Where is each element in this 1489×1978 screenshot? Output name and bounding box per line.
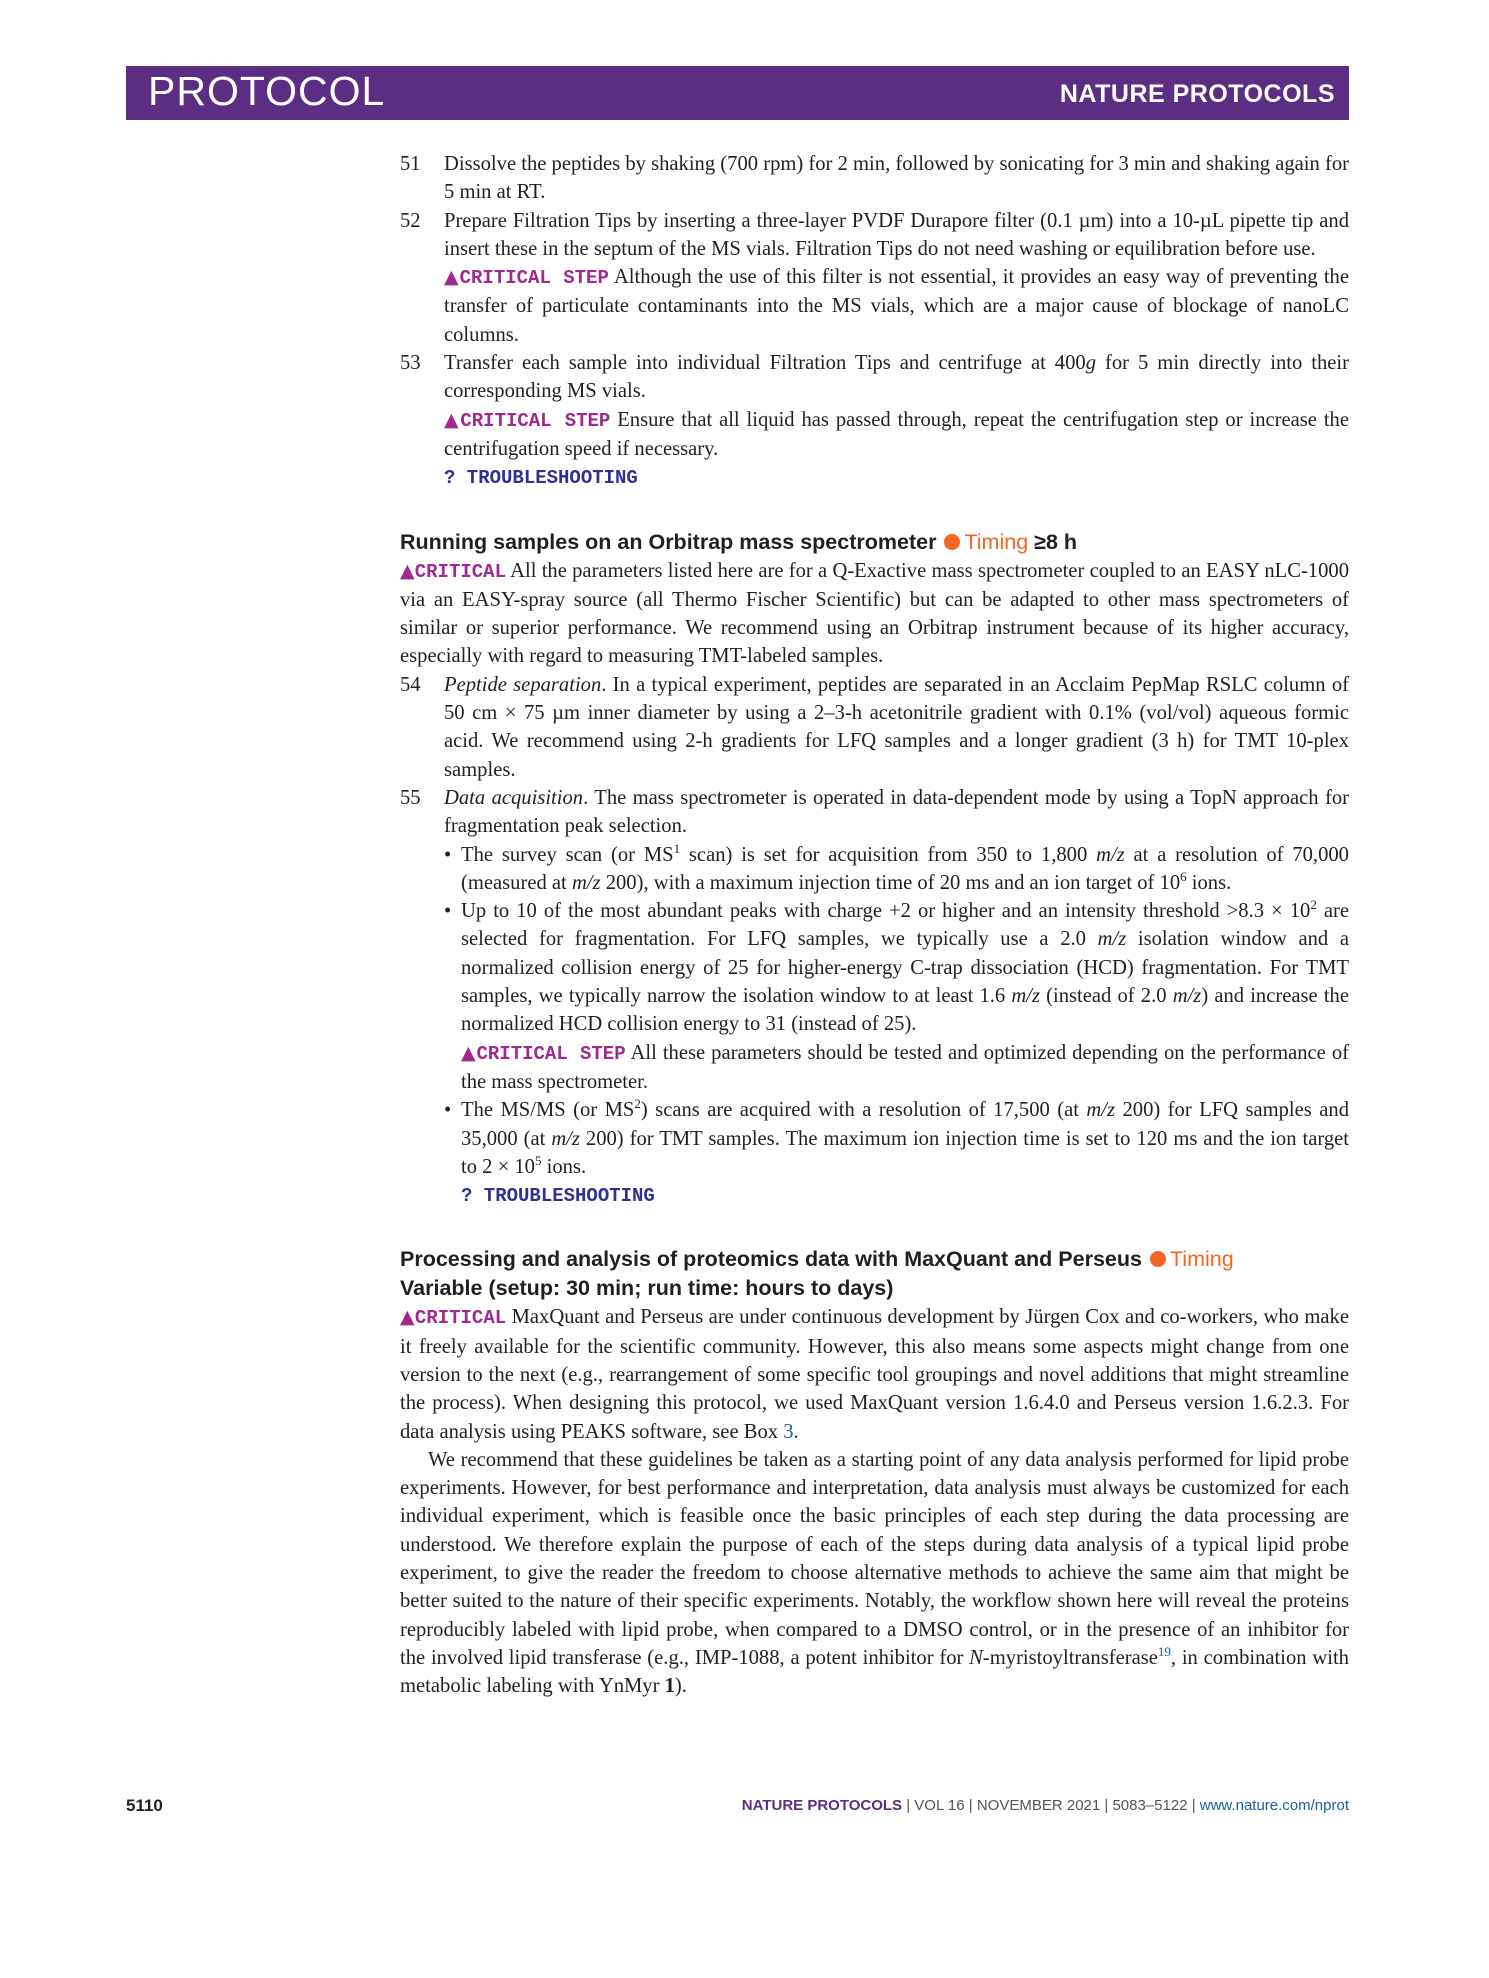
- triangle-icon: ▲: [400, 559, 415, 582]
- reference-link[interactable]: 19: [1157, 1644, 1171, 1660]
- step-51: [400, 150, 1349, 207]
- critical-step-label: ▲CRITICAL STEP: [444, 408, 611, 432]
- triangle-icon: ▲: [461, 1041, 477, 1064]
- bullet-item: • The survey scan (or $MS^1$ scan) is set for acquisition from 350 to 1,800 m/z at a resolution of 70,000 (measured at m/z 200), with a maximum injection time of 20 ms and an ion target of $10^6$ ions.: [444, 840, 1349, 894]
- section-heading-processing: Processing and analysis of proteomics data with MaxQuant and Perseus Timing Variable (setup: 30 min; run time: hours to days): [400, 1247, 1234, 1301]
- body-paragraph: We recommend that these guidelines be taken as a starting point of any data analysis performed for lipid probe experiments. However, for best performance and interpretation, data analysis must always be customized for each individual experiment, which is feasible once the basic principles of each step during the data processing are understood. We therefore explain the purpose of each of the steps during data analysis of a typical lipid probe experiment, to give the reader the freedom to choose alternative methods to achieve the same aim that might be better suited to the nature of their specific experiments. Notably, the workflow shown here will reveal the proteins reproducibly labeled with lipid probe, when compared to a DMSO control, or in the presence of an inhibitor for the involved lipid transferase (e.g., IMP-1088, a potent inhibitor for N-myristoyltransferase$^{19}$, in combination with metabolic labeling with YnMyr 1).: [400, 1448, 1349, 1698]
- step-55: 55 Data acquisition. The mass spectrometer is operated in data-dependent mode by using a TopN approach for fragmentation peak selection.: [400, 784, 1349, 841]
- critical-note: ▲CRITICAL All the parameters listed here are for a Q-Exactive mass spectrometer coupled to an EASY nLC-1000 via an EASY-spray source (all Thermo Fischer Scientific) but can be adapted to other mass spectrometers of similar or superior performance. We recommend using an Orbitrap instrument because of its higher accuracy, especially with regard to measuring TMT-labeled samples.: [400, 559, 1349, 668]
- step-number: 52: [400, 209, 421, 232]
- critical-label: ▲CRITICAL: [400, 1306, 507, 1330]
- troubleshooting-link[interactable]: ? TROUBLESHOOTING: [461, 1185, 655, 1208]
- critical-step-label: ▲CRITICAL STEP: [461, 1041, 626, 1065]
- critical-step-note: [400, 406, 1349, 464]
- step-number: 55: [400, 786, 421, 809]
- critical-label: ▲CRITICAL: [400, 559, 506, 583]
- triangle-icon: ▲: [444, 408, 461, 431]
- critical-note: ▲CRITICAL MaxQuant and Perseus are under continuous development by Jürgen Cox and co-workers, who make it freely available for the scientific community. However, this also means some aspects might change from one version to the next (e.g., rearrangement of some specific tool groupings and novel additions that might streamline the process). When designing this protocol, we used MaxQuant version 1.6.4.0 and Perseus version 1.6.2.3. For data analysis using PEAKS software, see Box 3.: [400, 1306, 1349, 1443]
- step-53: 53 Transfer each sample into individual Filtration Tips and centrifuge at 400g for 5 min directly into their corresponding MS vials.: [400, 349, 1349, 406]
- box-link[interactable]: 3: [783, 1420, 794, 1443]
- triangle-icon: ▲: [400, 1306, 415, 1329]
- step-text: Dissolve the peptides by shaking (700 rpm) for 2 min, followed by sonicating for 3 min and shaking again for 5 min at RT.: [444, 153, 1349, 204]
- step-text: Prepare Filtration Tips by inserting a three-layer PVDF Durapore filter (0.1 µm) into a 10-µL pipette tip and insert these in the septum of the MS vials. Filtration Tips do not need washing or equilibration before use.: [444, 209, 1349, 260]
- section-label: PROTOCOL: [148, 68, 386, 114]
- critical-step-note: ▲CRITICAL STEP All these parameters should be tested and optimized depending on the performance of the mass spectrometer.: [461, 1041, 1349, 1093]
- bullet-item: • The MS/MS (or $MS^2$) scans are acquired with a resolution of 17,500 (at m/z 200) for LFQ samples and 35,000 (at m/z 200) for TMT samples. The maximum ion injection time is set to 120 ms and the ion target to $2 \times 10^5$ ions.: [444, 1096, 1349, 1178]
- triangle-icon: ▲: [444, 266, 460, 289]
- journal-url-link[interactable]: www.nature.com/nprot: [1199, 1797, 1349, 1814]
- troubleshooting-link[interactable]: ? TROUBLESHOOTING: [444, 467, 638, 490]
- critical-step-label: ▲CRITICAL STEP: [444, 266, 609, 290]
- step-number: 51: [400, 153, 421, 175]
- timing-dot-icon: [1150, 1251, 1166, 1267]
- critical-step-note: [400, 263, 1349, 349]
- step-54: 54 Peptide separation. In a typical experiment, peptides are separated in an Acclaim PepMap RSLC column of 50 cm × 75 µm inner diameter by using a 2–3-h acetonitrile gradient with 0.1% (vol/vol) aqueous formic acid. We recommend using 2-h gradients for LFQ samples and a longer gradient (3 h) for TMT 10-plex samples.: [400, 671, 1349, 784]
- footer-citation: NATURE PROTOCOLS | VOL 16 | NOVEMBER 2021 | 5083–5122 | www.nature.com/nprot: [741, 1797, 1349, 1814]
- timing-dot-icon: [944, 534, 960, 550]
- critical-text: Although the use of this filter is not essential, it provides an easy way of preventing the transfer of particulate contaminants into the MS vials, which are a major cause of blockage of nanoLC columns.: [444, 266, 1349, 346]
- journal-name: NATURE PROTOCOLS: [1059, 80, 1335, 108]
- step-52: [400, 207, 1349, 264]
- critical-text: Ensure that all liquid has passed through, repeat the centrifugation step or increase the centrifugation speed if necessary.: [444, 408, 1349, 460]
- main-content: [400, 150, 1349, 1701]
- section-heading-running: Running samples on an Orbitrap mass spectrometer Timing ≥8 h: [400, 529, 1078, 554]
- step-number: 54: [400, 673, 421, 696]
- header-bar: [126, 66, 1349, 120]
- page-number: 5110: [126, 1796, 163, 1815]
- step-number: 53: [400, 352, 421, 375]
- bullet-item: • Up to 10 of the most abundant peaks with charge +2 or higher and an intensity threshold $>8.3 \times 10^2$ are selected for fragmentation. For LFQ samples, we typically use a 2.0 m/z isolation window and a normalized collision energy of 25 for higher-energy C-trap dissociation (HCD) fragmentation. For TMT samples, we typically narrow the isolation window to at least 1.6 m/z (instead of 2.0 m/z) and increase the normalized HCD collision energy to 31 (instead of 25).: [444, 897, 1350, 1036]
